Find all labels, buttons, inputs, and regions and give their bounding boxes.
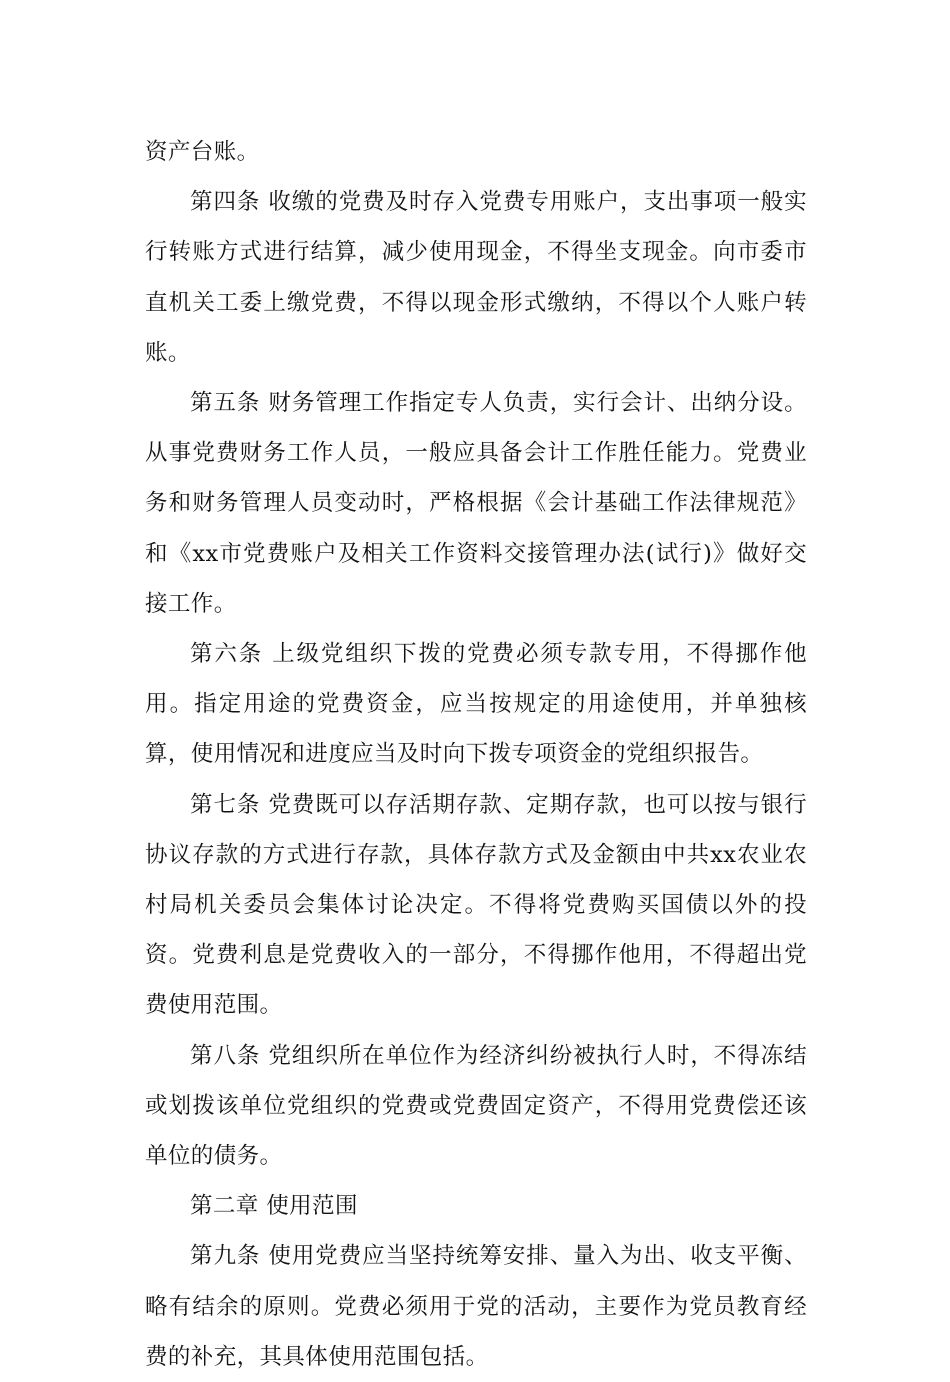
paragraph-article-7: 第七条 党费既可以存活期存款、定期存款，也可以按与银行协议存款的方式进行存款，具体存款方式及金额由中共xx农业农村局机关委员会集体讨论决定。不得将党费购买国债以外的投资。党费利息是党费收入的一部分，不得挪作他用，不得超出党费使用范围。	[145, 791, 807, 1019]
paragraph-article-9: 第九条 使用党费应当坚持统筹安排、量入为出、收支平衡、略有结余的原则。党费必须用于党的活动，主要作为党员教育经费的补充，其具体使用范围包括。	[145, 1243, 807, 1370]
paragraph-article-4: 第四条 收缴的党费及时存入党费专用账户，支出事项一般实行转账方式进行结算，减少使用现金，不得坐支现金。向市委市直机关工委上缴党费，不得以现金形式缴纳，不得以个人账户转账。	[145, 189, 807, 366]
chapter-heading: 第二章 使用范围	[190, 1193, 358, 1220]
paragraph-article-8: 第八条 党组织所在单位作为经济纠纷被执行人时，不得冻结或划拨该单位党组织的党费或党费固定资产，不得用党费偿还该单位的债务。	[145, 1042, 807, 1170]
paragraph-continuation: 资产台账。	[145, 139, 260, 165]
paragraph-article-6: 第六条 上级党组织下拨的党费必须专款专用，不得挪作他用。指定用途的党费资金，应当按规定的用途使用，并单独核算，使用情况和进度应当及时向下拨专项资金的党组织报告。	[145, 641, 807, 768]
paragraph-article-5: 第五条 财务管理工作指定专人负责，实行会计、出纳分设。从事党费财务工作人员，一般应具备会计工作胜任能力。党费业务和财务管理人员变动时，严格根据《会计基础工作法律规范》和《xx市党费账户及相关工作资料交接管理办法(试行)》做好交接工作。	[145, 390, 807, 617]
document-body	[145, 127, 807, 1382]
